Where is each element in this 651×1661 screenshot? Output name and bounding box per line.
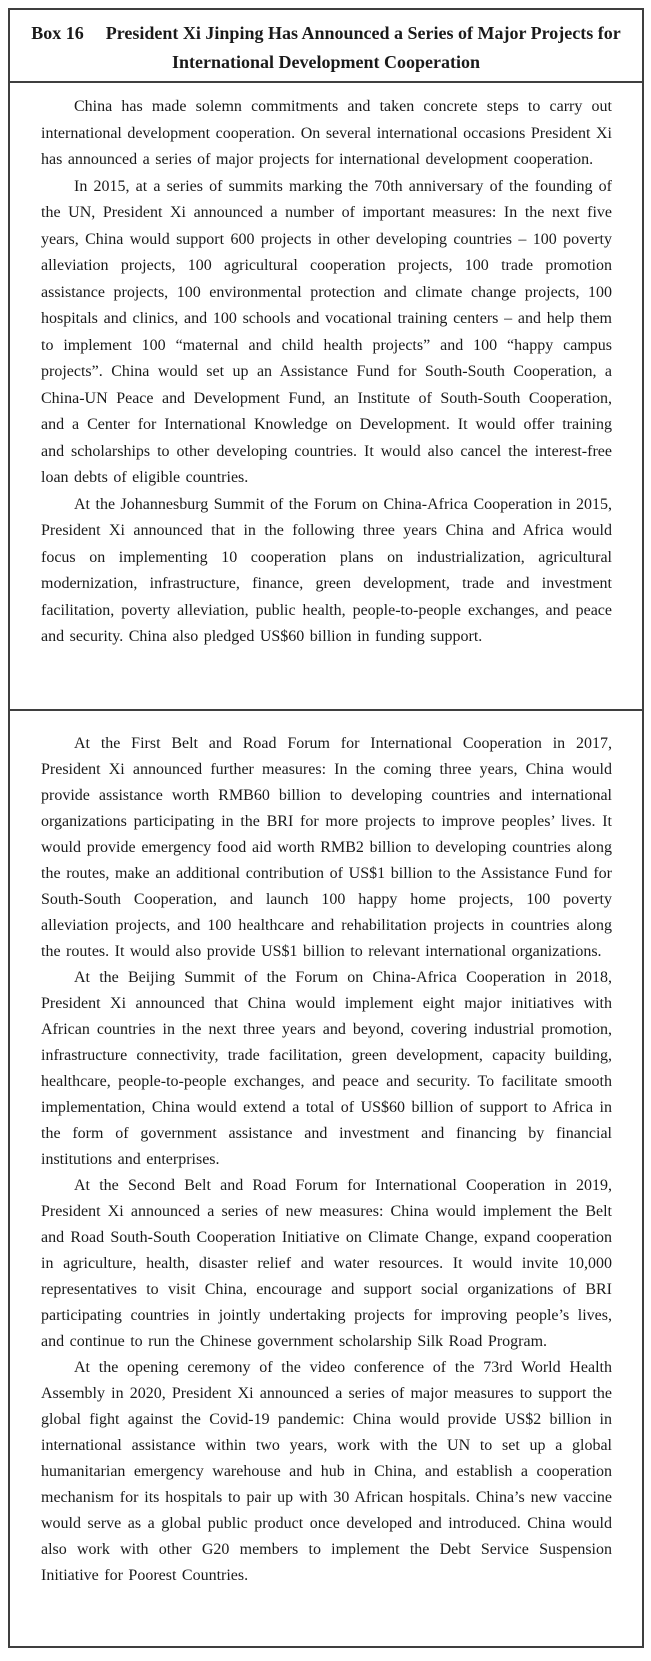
- paragraph-un-summits-2015: In 2015, at a series of summits marking the 70th anniversary of the founding of the UN, President Xi announced a number of important measures: In the next five years, China would support 600 projects in other developing countries – 100 poverty alleviation projects, 100 agricultural cooperation projects, 100 trade promotion assistance projects, 100 environmental protection and climate change projects, 100 hospitals and clinics, and 100 schools and vocational training centers – and help them to implement 100 “maternal and child health projects” and 100 “happy campus projects”. China would set up an Assistance Fund for South-South Cooperation, a China-UN Peace and Development Fund, an Institute of South-South Cooperation, and a Center for International Knowledge on Development. It would offer training and scholarships to other developing countries. It would also cancel the interest-free loan debts of eligible countries.: [41, 177, 612, 486]
- box-title-line-2: International Development Cooperation: [172, 52, 480, 72]
- content-box-first: [8, 81, 644, 711]
- paragraph-johannesburg-summit-2015: At the Johannesburg Summit of the Forum on China-Africa Cooperation in 2015, President Xi announced that in the following three years China and Africa would focus on implementing 10 cooperation plans on industrialization, agricultural modernization, infrastructure, finance, green development, trade and investment facilitation, poverty alleviation, public health, people-to-people exchanges, and peace and security. China also pledged US$60 billion in funding support.: [41, 495, 612, 645]
- box-title-line-1: [10, 19, 642, 48]
- paragraph-world-health-assembly-2020: At the opening ceremony of the video conference of the 73rd World Health Assembly in 2020, President Xi announced a series of major measures to support the global fight against the Covid-19 pandemic: China would provide US$2 billion in international assistance within two years, work with the UN to set up a global humanitarian emergency warehouse and hub in China, and establish a cooperation mechanism for its hospitals to pair up with 30 African hospitals. China’s new vaccine would serve as a global public product once developed and introduced. China would also work with other G20 members to implement the Debt Service Suspension Initiative for Poorest Countries.: [41, 1359, 612, 1584]
- paragraph-beijing-summit-2018: At the Beijing Summit of the Forum on China-Africa Cooperation in 2018, President Xi announced that China would implement eight major initiatives with African countries in the next three years and beyond, covering industrial promotion, infrastructure connectivity, trade facilitation, green development, capacity building, healthcare, people-to-people exchanges, and peace and security. To facilitate smooth implementation, China would extend a total of US$60 billion of support to Africa in the form of government assistance and investment and financing by financial institutions and enterprises.: [41, 969, 612, 1168]
- paragraph-intro: China has made solemn commitments and taken concrete steps to carry out international development cooperation. On several international occasions President Xi has announced a series of major projects for international development cooperation.: [41, 98, 612, 168]
- content-box-second: [8, 709, 644, 1648]
- paragraph-second-bri-forum-2019: At the Second Belt and Road Forum for International Cooperation in 2019, President Xi announced a series of new measures: China would implement the Belt and Road South-South Cooperation Initiative on Climate Change, expand cooperation in agriculture, health, disaster relief and water resources. It would invite 10,000 representatives to visit China, encourage and support social organizations of BRI participating countries in jointly undertaking projects for improving people’s lives, and continue to run the Chinese government scholarship Silk Road Program.: [41, 1177, 612, 1350]
- paragraph-first-bri-forum-2017: At the First Belt and Road Forum for International Cooperation in 2017, President Xi announced further measures: In the coming three years, China would provide assistance worth RMB60 billion to developing countries and international organizations participating in the BRI for more projects to improve peoples’ lives. It would provide emergency food aid worth RMB2 billion to developing countries along the routes, make an additional contribution of US$1 billion to the Assistance Fund for South-South Cooperation, and launch 100 happy home projects, 100 poverty alleviation projects, and 100 healthcare and rehabilitation projects in countries along the routes. It would also provide US$1 billion to relevant international organizations.: [41, 735, 612, 960]
- box-title-banner: [8, 8, 644, 83]
- box-title-text-part-1: President Xi Jinping Has Announced a Series of Major Projects for: [105, 23, 621, 43]
- box-number-label: Box 16: [31, 23, 84, 43]
